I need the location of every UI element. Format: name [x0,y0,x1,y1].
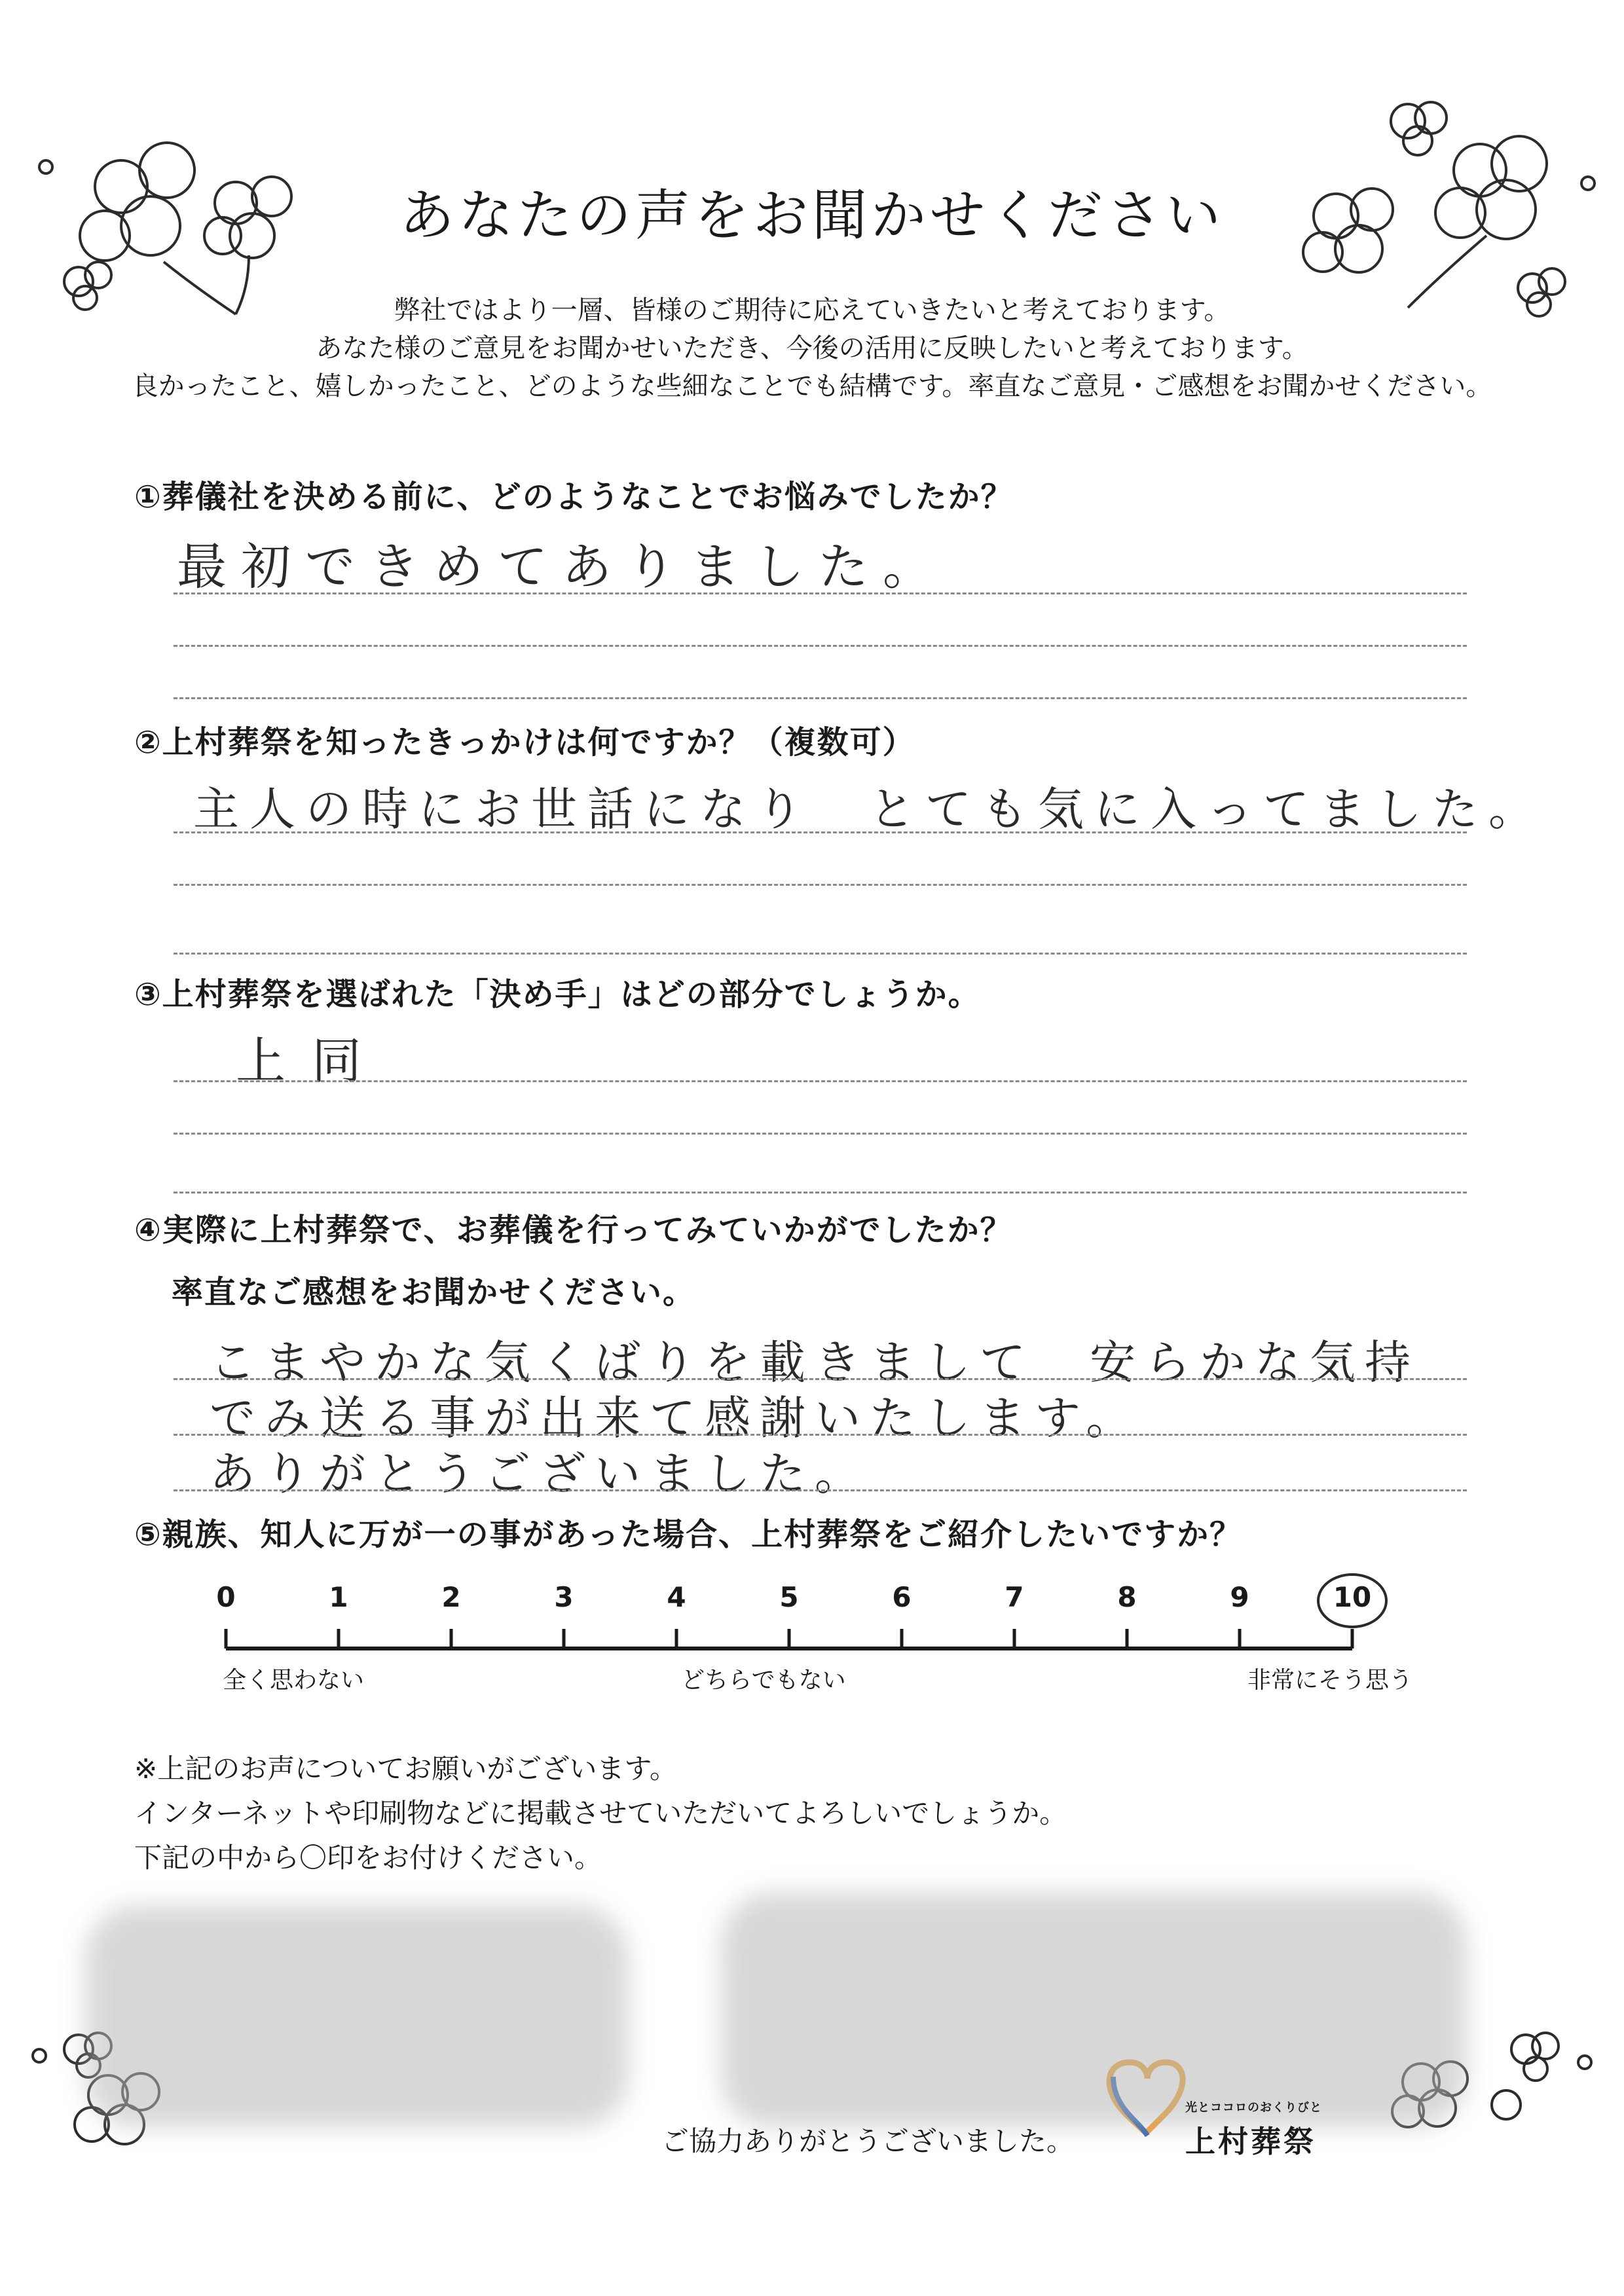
scale-mid-label: どちらでもない [681,1667,846,1694]
question-1-label: ①葬儀社を決める前に、どのようなことでお悩みでしたか？ [134,479,1014,515]
intro-line-2: あなた様のご意見をお聞かせいただき、今後の活用に反映したいと考えております。 [316,333,1308,363]
answer-rule [174,1192,1467,1194]
scale-number-3: 3 [554,1581,574,1613]
scale-number-4: 4 [667,1581,686,1613]
scale-number-0: 0 [216,1581,236,1613]
scale-number-6: 6 [892,1581,912,1613]
intro-line-3: 良かったこと、嬉しかったこと、どのような些細なことでも結構です。率直なご意見・ご感想をお聞かせください。 [132,371,1492,401]
question-4-answer-line-2: でみ送る事が出来て感謝いたします。 [210,1391,1141,1445]
scale-number-5: 5 [779,1581,799,1613]
answer-rule [174,1080,1467,1082]
scale-number-10: 10 [1333,1581,1372,1613]
answer-rule [174,1378,1467,1380]
scale-left-label: 全く思わない [223,1667,365,1694]
scale-number-9: 9 [1230,1581,1249,1613]
redacted-area-left [85,1905,629,2128]
scale-number-7: 7 [1005,1581,1024,1613]
answer-rule [174,1489,1467,1491]
redacted-area-right [720,1892,1467,2128]
question-1-answer-line-1: 最初できめてありました。 [177,538,947,596]
question-4-answer-line-3: ありがとうございました。 [210,1447,870,1501]
answer-rule [174,592,1467,594]
logo-name: 上村葬祭 [1185,2124,1316,2159]
scale-right-label: 非常にそう思う [1247,1667,1413,1694]
scale-number-8: 8 [1117,1581,1137,1613]
scale-ticks [226,1629,1352,1649]
answer-rule [174,1434,1467,1436]
scale-number-1: 1 [329,1581,348,1613]
intro-line-1: 弊社ではより一層、皆様のご期待に応えていきたいと考えております。 [394,295,1230,325]
notice-line-3: 下記の中から〇印をお付けください。 [134,1842,602,1874]
question-4-answer-line-1: こまやかな気くばりを載きまして 安らかな気持 [210,1336,1420,1389]
question-4-label-cont: 率直なご感想をお聞かせください。 [172,1274,696,1311]
logo-tagline: 光とココロのおくりびと [1185,2101,1322,2115]
notice-line-1: ※上記のお声についてお願いがございます。 [134,1753,677,1785]
answer-rule [174,884,1467,886]
thanks-message: ご協力ありがとうございました。 [661,2125,1075,2157]
question-3-answer-line-1: 上同 [236,1032,388,1090]
answer-rule [174,645,1467,647]
page-title: あなたの声をお聞かせください [399,183,1225,247]
answer-rule [174,831,1467,833]
question-4-label: ④実際に上村葬祭で、お葬儀を行ってみていかがでしたか？ [134,1212,1013,1248]
question-5-label: ⑤親族、知人に万が一の事があった場合、上村葬祭をご紹介したいですか？ [134,1516,1243,1553]
answer-rule [174,1133,1467,1135]
notice-line-2: インターネットや印刷物などに掲載させていただいてよろしいでしょうか。 [134,1797,1067,1829]
scale-number-2: 2 [441,1581,461,1613]
question-2-label: ②上村葬祭を知ったきっかけは何ですか？（複数可） [134,724,915,761]
question-2-answer-line-1: 主人の時にお世話になり とても気に入ってました。 [193,782,1545,836]
answer-rule [174,697,1467,699]
question-3-label: ③上村葬祭を選ばれた「決め手」はどの部分でしょうか。 [134,976,981,1013]
answer-rule [174,953,1467,955]
